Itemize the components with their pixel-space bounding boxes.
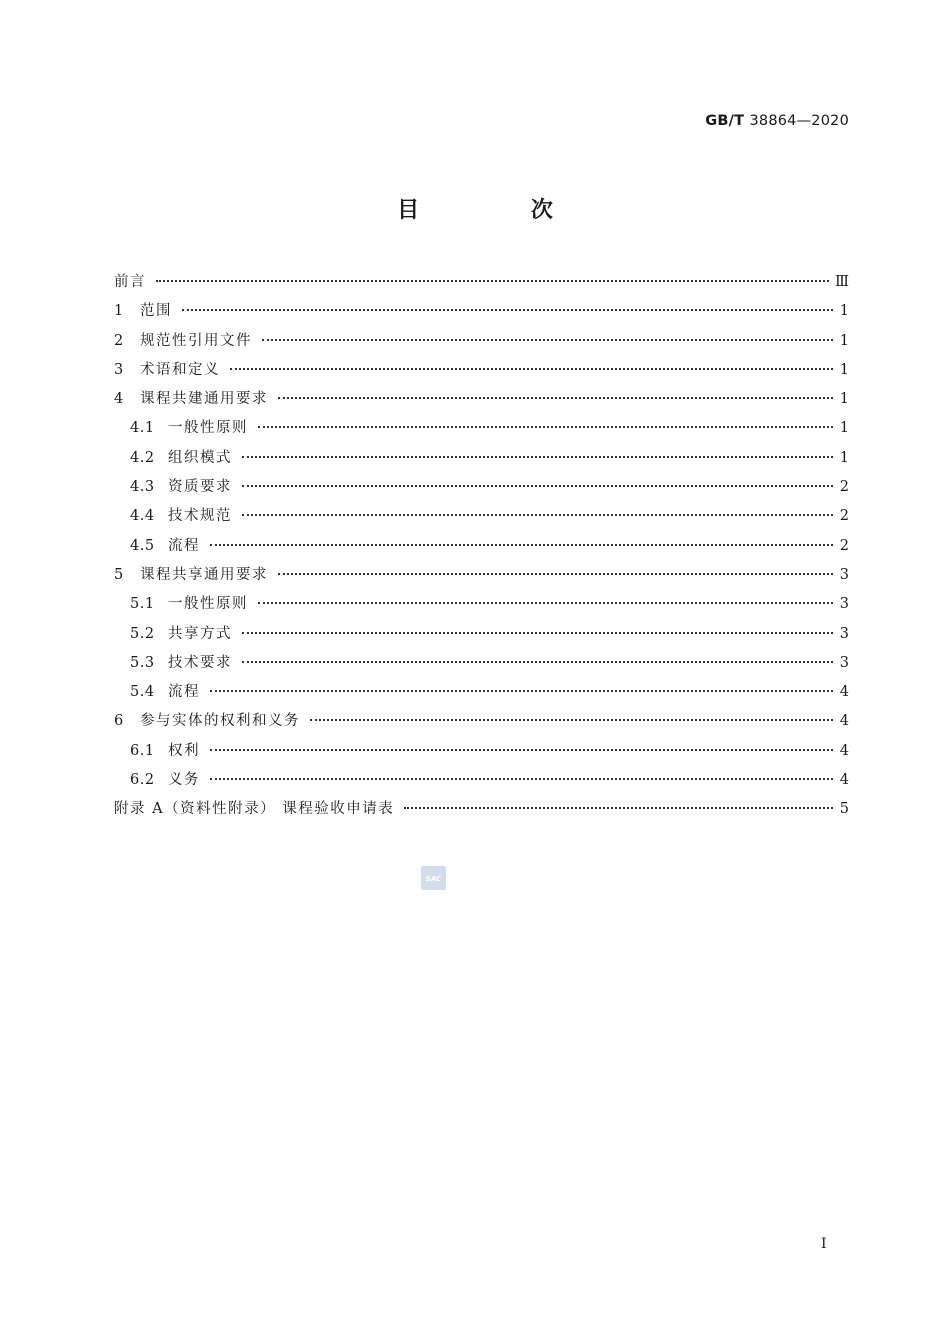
toc-leader-dots xyxy=(278,573,833,575)
toc-entry[interactable] xyxy=(114,622,849,651)
toc-entry-page: 4 xyxy=(839,684,849,701)
toc-entry[interactable] xyxy=(114,329,849,358)
toc-entry-number: 2 xyxy=(114,332,124,349)
toc-entry-label: 规范性引用文件 xyxy=(140,332,252,349)
toc-entry-number: 5 xyxy=(114,566,124,583)
toc-entry-number: 5.2 xyxy=(130,625,155,642)
toc-entry-page: 3 xyxy=(839,566,849,583)
toc-entry-number: 4.2 xyxy=(130,449,155,466)
sac-logo-watermark xyxy=(421,866,446,890)
toc-leader-dots xyxy=(404,807,833,809)
toc-entry-label: 附录 A（资料性附录） 课程验收申请表 xyxy=(114,801,395,818)
standard-prefix: GB/T xyxy=(705,113,745,129)
toc-entry[interactable] xyxy=(114,739,849,768)
toc-leader-dots xyxy=(210,544,833,546)
toc-entry-label: 前言 xyxy=(114,274,146,290)
toc-entry-number: 5.3 xyxy=(130,654,155,671)
toc-entry-page: 4 xyxy=(839,772,849,789)
toc-entry-label: 范围 xyxy=(140,303,172,320)
toc-entry[interactable] xyxy=(114,709,849,738)
table-of-contents xyxy=(114,270,849,827)
toc-leader-dots xyxy=(242,514,833,516)
toc-entry-label: 一般性原则 xyxy=(168,420,248,437)
toc-entry-page: 1 xyxy=(839,391,849,408)
toc-entry[interactable] xyxy=(114,358,849,387)
toc-entry[interactable] xyxy=(114,651,849,680)
toc-leader-dots xyxy=(310,719,833,721)
toc-entry-label: 共享方式 xyxy=(168,625,232,642)
toc-entry-number: 4.5 xyxy=(130,537,155,554)
toc-entry-label: 流程 xyxy=(168,537,200,554)
standard-number: 38864—2020 xyxy=(749,113,849,129)
toc-entry-number: 3 xyxy=(114,361,124,378)
toc-entry-number: 4.1 xyxy=(130,420,155,437)
toc-leader-dots xyxy=(230,368,833,370)
toc-entry[interactable] xyxy=(114,534,849,563)
toc-entry-number: 5.4 xyxy=(130,684,155,701)
toc-leader-dots xyxy=(258,602,833,604)
toc-entry-number: 5.1 xyxy=(130,596,155,613)
toc-entry-page: 2 xyxy=(839,537,849,554)
toc-entry[interactable] xyxy=(114,680,849,709)
toc-entry-number: 6 xyxy=(114,713,124,730)
toc-entry-number: 4 xyxy=(114,391,124,408)
toc-leader-dots xyxy=(210,690,833,692)
toc-entry-page: 2 xyxy=(839,508,849,525)
toc-leader-dots xyxy=(258,426,833,428)
toc-entry[interactable] xyxy=(114,416,849,445)
toc-entry-page: 4 xyxy=(839,742,849,759)
toc-leader-dots xyxy=(242,456,833,458)
toc-entry-page: 5 xyxy=(839,801,849,818)
toc-entry-label: 组织模式 xyxy=(168,449,232,466)
toc-title: 目 次 xyxy=(397,198,605,223)
toc-entry-label: 技术规范 xyxy=(168,508,232,525)
toc-entry-page: 1 xyxy=(839,449,849,466)
toc-entry-page: 3 xyxy=(839,596,849,613)
toc-entry[interactable] xyxy=(114,797,849,826)
toc-entry-page: 4 xyxy=(839,713,849,730)
toc-entry[interactable] xyxy=(114,299,849,328)
toc-entry-page: Ⅲ xyxy=(835,274,849,290)
toc-entry[interactable] xyxy=(114,504,849,533)
toc-entry-label: 义务 xyxy=(168,772,200,789)
toc-entry-page: 2 xyxy=(839,479,849,496)
toc-entry-label: 资质要求 xyxy=(168,479,232,496)
svg-text:SAC: SAC xyxy=(425,875,442,883)
toc-entry-page: 3 xyxy=(839,654,849,671)
toc-entry-label: 课程共建通用要求 xyxy=(140,391,268,408)
toc-entry-label: 流程 xyxy=(168,684,200,701)
toc-entry-number: 4.4 xyxy=(130,508,155,525)
toc-leader-dots xyxy=(262,339,833,341)
toc-entry-label: 参与实体的权利和义务 xyxy=(140,713,300,730)
toc-leader-dots xyxy=(182,309,833,311)
toc-entry-page: 1 xyxy=(839,361,849,378)
standard-code xyxy=(705,113,849,129)
toc-entry-label: 权利 xyxy=(168,742,200,759)
toc-entry-label: 术语和定义 xyxy=(140,361,220,378)
toc-leader-dots xyxy=(242,632,833,634)
toc-leader-dots xyxy=(278,397,833,399)
toc-entry[interactable] xyxy=(114,387,849,416)
toc-entry[interactable] xyxy=(114,270,849,299)
toc-entry-label: 课程共享通用要求 xyxy=(140,566,268,583)
toc-entry[interactable] xyxy=(114,563,849,592)
toc-entry-label: 一般性原则 xyxy=(168,596,248,613)
toc-leader-dots xyxy=(210,778,833,780)
toc-entry-number: 1 xyxy=(114,303,124,320)
toc-entry-number: 6.1 xyxy=(130,742,155,759)
toc-entry-number: 6.2 xyxy=(130,772,155,789)
toc-entry[interactable] xyxy=(114,592,849,621)
toc-leader-dots xyxy=(156,280,829,282)
page-number: Ⅰ xyxy=(821,1236,827,1252)
toc-entry-page: 1 xyxy=(839,420,849,437)
toc-entry-page: 3 xyxy=(839,625,849,642)
toc-leader-dots xyxy=(242,485,833,487)
toc-entry-page: 1 xyxy=(839,303,849,320)
toc-entry[interactable] xyxy=(114,768,849,797)
toc-leader-dots xyxy=(210,749,833,751)
toc-leader-dots xyxy=(242,661,833,663)
toc-entry-label: 技术要求 xyxy=(168,654,232,671)
toc-entry[interactable] xyxy=(114,475,849,504)
toc-entry-page: 1 xyxy=(839,332,849,349)
toc-entry[interactable] xyxy=(114,446,849,475)
toc-entry-number: 4.3 xyxy=(130,479,155,496)
